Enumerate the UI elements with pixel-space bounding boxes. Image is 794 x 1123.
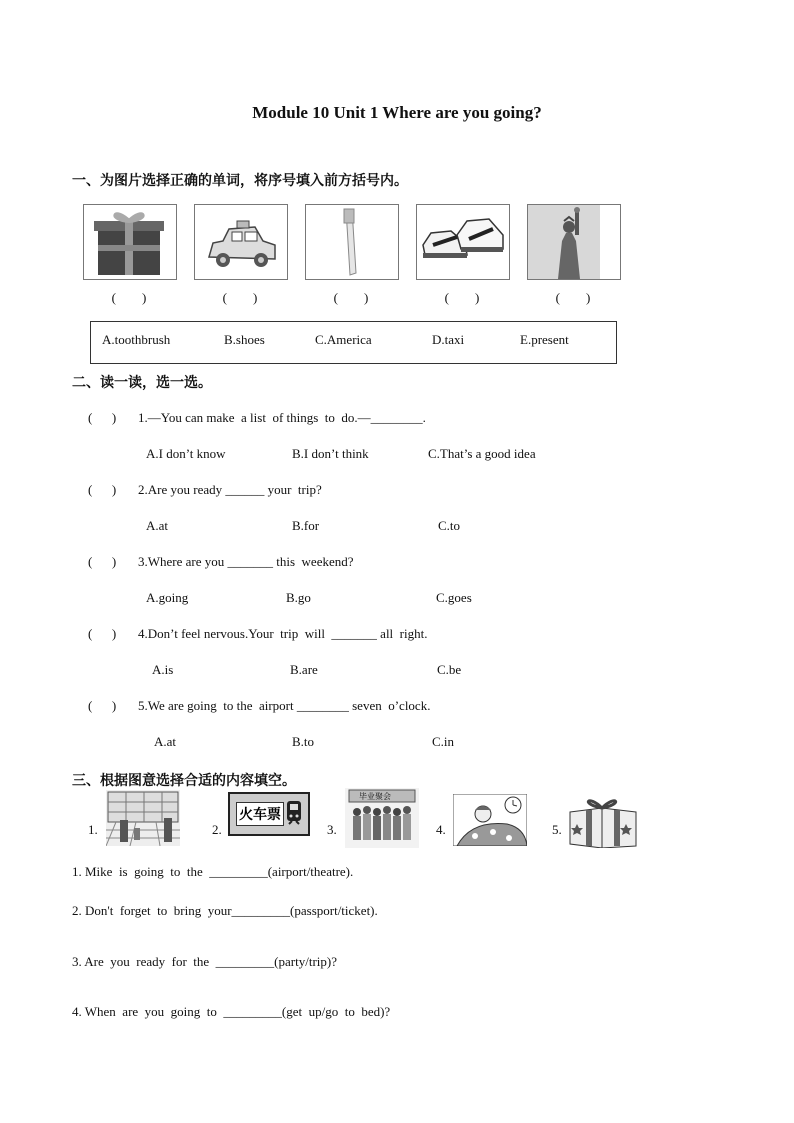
- question-1-option-a[interactable]: A.I don’t know: [146, 446, 226, 461]
- question-2-text: 2.Are you ready ______ your trip?: [138, 482, 322, 497]
- question-4-option-b[interactable]: B.are: [290, 662, 318, 677]
- fill-sentence-3[interactable]: 3. Are you ready for the _________(party/trip)?: [72, 954, 337, 969]
- picture-number-5: 5.: [552, 822, 562, 837]
- question-5-option-a[interactable]: A.at: [154, 734, 177, 749]
- gift-box-icon: [566, 794, 638, 848]
- shoes-icon: [417, 205, 509, 279]
- question-3-option-a[interactable]: A.going: [146, 590, 189, 605]
- picture-number-3: 3.: [327, 822, 337, 837]
- answer-paren-1[interactable]: ( ): [111, 290, 147, 305]
- picture-number-2: 2.: [212, 822, 222, 837]
- question-5-option-b[interactable]: B.to: [292, 734, 315, 749]
- question-5-text: 5.We are going to the airport ________ seven o’clock.: [138, 698, 431, 713]
- section1-heading: 一、为图片选择正确的单词，将序号填入前方括号内。: [72, 173, 408, 189]
- question-1-text: 1.—You can make a list of things to do.—________.: [138, 410, 426, 425]
- question-2-option-a[interactable]: A.at: [146, 518, 169, 533]
- option-a: A.toothbrush: [102, 332, 171, 347]
- question-1-paren[interactable]: ( ): [88, 410, 117, 425]
- question-1-option-b[interactable]: B.I don’t think: [292, 446, 369, 461]
- answer-paren-5[interactable]: ( ): [555, 290, 591, 305]
- picture-gift: [566, 794, 638, 848]
- fill-sentence-2[interactable]: 2. Don't forget to bring your_________(passport/ticket).: [72, 903, 378, 918]
- answer-paren-2[interactable]: ( ): [222, 290, 258, 305]
- question-3-paren[interactable]: ( ): [88, 554, 117, 569]
- question-1-option-c[interactable]: C.That’s a good idea: [428, 446, 536, 461]
- picture-number-1: 1.: [88, 822, 98, 837]
- picture-party: [345, 788, 419, 848]
- section2-heading: 二、读一读，选一选。: [72, 375, 212, 391]
- question-3-option-c[interactable]: C.goes: [436, 590, 472, 605]
- picture-box-1: [83, 204, 177, 280]
- question-2-paren[interactable]: ( ): [88, 482, 117, 497]
- question-5-paren[interactable]: ( ): [88, 698, 117, 713]
- train-ticket-sign-text: 火车票: [236, 802, 284, 826]
- question-4-option-c[interactable]: C.be: [437, 662, 462, 677]
- picture-box-5: [527, 204, 621, 280]
- fill-sentence-1[interactable]: 1. Mike is going to the _________(airport/theatre).: [72, 864, 354, 879]
- question-4-option-a[interactable]: A.is: [152, 662, 174, 677]
- option-c: C.America: [315, 332, 372, 347]
- picture-waking-up: [453, 794, 527, 846]
- picture-box-3: [305, 204, 399, 280]
- question-3-option-b[interactable]: B.go: [286, 590, 311, 605]
- question-4-paren[interactable]: ( ): [88, 626, 117, 641]
- question-3-text: 3.Where are you _______ this weekend?: [138, 554, 354, 569]
- toothbrush-icon: [306, 205, 398, 279]
- option-d: D.taxi: [432, 332, 465, 347]
- train-icon: [286, 800, 302, 826]
- gift-box-icon: [84, 205, 176, 279]
- answer-paren-4[interactable]: ( ): [444, 290, 480, 305]
- boy-waking-up-icon: [453, 794, 527, 846]
- fill-sentence-4[interactable]: 4. When are you going to _________(get up/go to bed)?: [72, 1004, 391, 1019]
- airport-icon: [106, 790, 180, 846]
- option-e: E.present: [520, 332, 569, 347]
- picture-number-4: 4.: [436, 822, 446, 837]
- question-2-option-b[interactable]: B.for: [292, 518, 320, 533]
- question-2-option-c[interactable]: C.to: [438, 518, 461, 533]
- statue-of-liberty-icon: [528, 205, 620, 279]
- section3-heading: 三、根据图意选择合适的内容填空。: [72, 773, 296, 789]
- picture-box-4: [416, 204, 510, 280]
- picture-airport: [106, 790, 180, 846]
- question-5-option-c[interactable]: C.in: [432, 734, 455, 749]
- picture-box-2: [194, 204, 288, 280]
- page-title: Module 10 Unit 1 Where are you going?: [252, 103, 542, 122]
- question-4-text: 4.Don’t feel nervous.Your trip will _______ all right.: [138, 626, 428, 641]
- taxi-icon: [195, 205, 287, 279]
- answer-paren-3[interactable]: ( ): [333, 290, 369, 305]
- option-b: B.shoes: [224, 332, 265, 347]
- train-ticket-sign-icon: [228, 792, 310, 836]
- party-banner-text: 毕业聚会: [359, 792, 391, 801]
